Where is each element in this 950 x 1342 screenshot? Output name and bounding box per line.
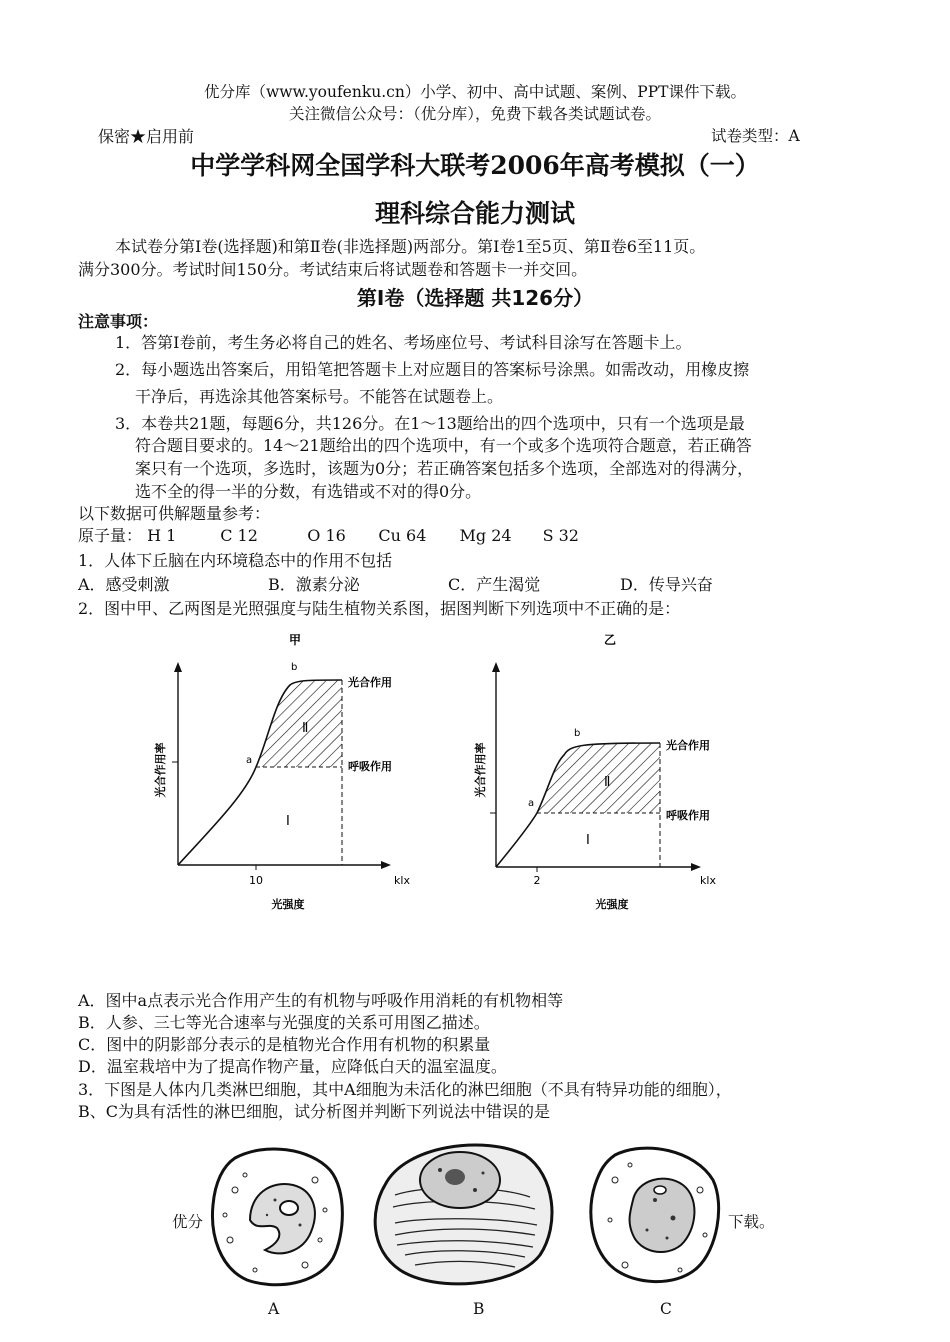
chart-jia-point-a: a — [246, 755, 253, 766]
atom-s: S 32 — [542, 526, 579, 545]
note-3b: 符合题目要求的。14～21题给出的四个选项中，有一个或多个选项符合题意，若正确答 — [135, 436, 752, 455]
chart-jia-photosynthesis-label: 光合作用 — [348, 676, 392, 689]
atomic-mass-row — [78, 523, 579, 546]
chart-yi-region-i-label: Ⅰ — [586, 833, 590, 848]
cell-c-label: C — [660, 1300, 672, 1318]
q2-stem: 2．图中甲、乙两图是光照强度与陆生植物关系图，据图判断下列选项中不正确的是： — [78, 599, 681, 618]
notes-heading: 注意事项： — [78, 312, 159, 331]
chart-yi-title: 乙 — [603, 633, 617, 647]
cell-a-label: A — [268, 1300, 280, 1318]
note-3d: 选不全的得一半的分数，有选错或不对的得0分。 — [135, 482, 482, 501]
chart-jia-x-unit: klx — [394, 874, 410, 887]
exam-subtitle: 理科综合能力测试 — [374, 199, 575, 228]
chart-yi-region-ii-label: Ⅱ — [604, 775, 611, 790]
secret-label: 保密★启用前 — [98, 127, 195, 146]
chart-jia — [150, 630, 420, 920]
q1-option-c: C．产生渴觉 — [448, 575, 541, 594]
chart-yi-point-a: a — [528, 798, 535, 809]
chart-jia-x-tick-label: 10 — [249, 874, 263, 887]
note-2a: 2．每小题选出答案后，用铅笔把答题卡上对应题目的答案标号涂黑。如需改动，用橡皮擦 — [115, 360, 750, 379]
cell-a-image — [205, 1140, 350, 1300]
paper-type: 试卷类型：A — [711, 127, 800, 145]
chart-yi-photosynthesis-label: 光合作用 — [666, 739, 710, 752]
note-1: 1．答第Ⅰ卷前，考生务必将自己的姓名、考场座位号、考试科目涂写在答题卡上。 — [115, 333, 692, 352]
chart-jia-y-label: 光合作用率 — [154, 742, 167, 798]
q1-option-b: B．激素分泌 — [268, 575, 360, 594]
q1-stem: 1．人体下丘脑在内环境稳态中的作用不包括 — [78, 551, 393, 570]
chart-jia-region-ii-label: Ⅱ — [302, 721, 309, 736]
atom-cu: Cu 64 — [378, 526, 427, 545]
chart-yi-region-ii — [537, 743, 660, 813]
section-heading: 第Ⅰ卷（选择题 共126分） — [356, 286, 594, 310]
q3-line2: B、C为具有活性的淋巴细胞，试分析图并判断下列说法中错误的是 — [78, 1102, 551, 1121]
atom-mg: Mg 24 — [459, 526, 512, 545]
q1-option-a: A．感受刺激 — [78, 575, 170, 594]
intro-line1: 本试卷分第Ⅰ卷(选择题)和第Ⅱ卷(非选择题)两部分。第Ⅰ卷1至5页、第Ⅱ卷6至11页。 — [115, 237, 706, 256]
chart-yi-x-tick-label: 2 — [533, 874, 541, 887]
q2-option-b: B．人参、三七等光合速率与光强度的关系可用图乙描述。 — [78, 1013, 490, 1032]
q3-line1: 3．下图是人体内几类淋巴细胞，其中A细胞为未活化的淋巴细胞（不具有特异功能的细胞）， — [78, 1080, 732, 1099]
site-header-line1: 优分库（www.youfenku.cn）小学、初中、高中试题、案例、PPT课件下载。 — [203, 83, 747, 101]
atom-h: H 1 — [147, 526, 177, 545]
chart-jia-region-i-label: Ⅰ — [286, 814, 290, 829]
chart-yi-x-label: 光强度 — [595, 898, 629, 911]
chart-yi-x-unit: klx — [700, 874, 716, 887]
cell-c-image — [585, 1140, 725, 1290]
chart-jia-title: 甲 — [288, 633, 302, 647]
chart-jia-point-b: b — [291, 662, 298, 673]
chart-yi-point-b: b — [574, 728, 581, 739]
chart-yi-y-label: 光合作用率 — [474, 742, 487, 798]
q2-option-d: D．温室栽培中为了提高作物产量，应降低白天的温室温度。 — [78, 1057, 507, 1076]
q2-option-a: A．图中a点表示光合作用产生的有机物与呼吸作用消耗的有机物相等 — [78, 991, 564, 1010]
footer-left: 优分 — [172, 1213, 204, 1231]
cell-b-label: B — [473, 1300, 485, 1318]
note-3c: 案只有一个选项，多选时，该题为0分；若正确答案包括多个选项，全部选对的得满分， — [135, 459, 754, 478]
cell-b-image — [365, 1135, 560, 1295]
chart-jia-respiration-label: 呼吸作用 — [348, 760, 392, 773]
note-3a: 3．本卷共21题，每题6分，共126分。在1～13题给出的四个选项中，只有一个选项是最 — [115, 414, 745, 433]
atom-c: C 12 — [220, 526, 258, 545]
note-2b: 干净后，再选涂其他答案标号。不能答在试题卷上。 — [135, 387, 504, 406]
chart-yi-y-arrow — [492, 662, 500, 672]
chart-jia-y-arrow — [174, 662, 182, 672]
data-ref-line: 以下数据可供解题量参考： — [78, 504, 271, 523]
atomic-mass-label: 原子量： — [78, 526, 143, 545]
chart-jia-x-label: 光强度 — [271, 898, 305, 911]
chart-yi-x-arrow — [691, 863, 701, 871]
footer-right: 下载。 — [728, 1213, 775, 1231]
atom-o: O 16 — [307, 526, 346, 545]
chart-yi-respiration-label: 呼吸作用 — [666, 809, 710, 822]
q2-option-c: C．图中的阴影部分表示的是植物光合作用有机物的积累量 — [78, 1035, 491, 1054]
chart-yi — [470, 630, 740, 920]
site-header-line2: 关注微信公众号：（优分库），免费下载各类试题试卷。 — [288, 105, 661, 123]
chart-jia-x-arrow — [381, 861, 391, 869]
chart-jia-region-ii — [256, 680, 342, 767]
exam-title: 中学学科网全国学科大联考2006年高考模拟（一） — [190, 151, 760, 180]
q1-option-d: D．传导兴奋 — [620, 575, 713, 594]
intro-line2: 满分300分。考试时间150分。考试结束后将试题卷和答题卡一并交回。 — [78, 260, 588, 279]
